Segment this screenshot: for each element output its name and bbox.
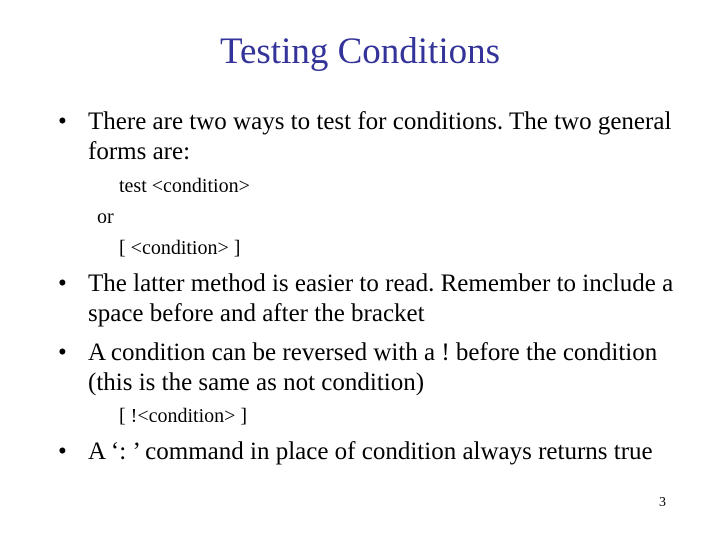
bullet-marker: • [58, 339, 67, 366]
code-line: [ <condition> ] [119, 237, 241, 259]
slide-title: Testing Conditions [219, 31, 501, 72]
bullet-marker: • [58, 108, 67, 135]
bullet-text: There are two ways to test for conditions. The two general forms are: [88, 108, 672, 165]
bullet-item [58, 107, 678, 169]
connector-text: or [97, 206, 114, 228]
code-line: test <condition> [119, 175, 250, 197]
bullet-marker: • [58, 438, 67, 465]
bullet-marker: • [58, 270, 67, 297]
page-number: 3 [659, 495, 666, 510]
bullet-item [58, 338, 678, 400]
bullet-text: A ‘: ’ command in place of condition always returns true [88, 438, 653, 465]
bullet-text: The latter method is easier to read. Remember to include a space before and after the bracket [88, 270, 674, 327]
bullet-item [58, 437, 678, 499]
bullet-item [58, 269, 678, 331]
bullet-text: A condition can be reversed with a ! before the condition (this is the same as not condition) [88, 339, 658, 396]
code-line: [ !<condition> ] [119, 405, 248, 427]
